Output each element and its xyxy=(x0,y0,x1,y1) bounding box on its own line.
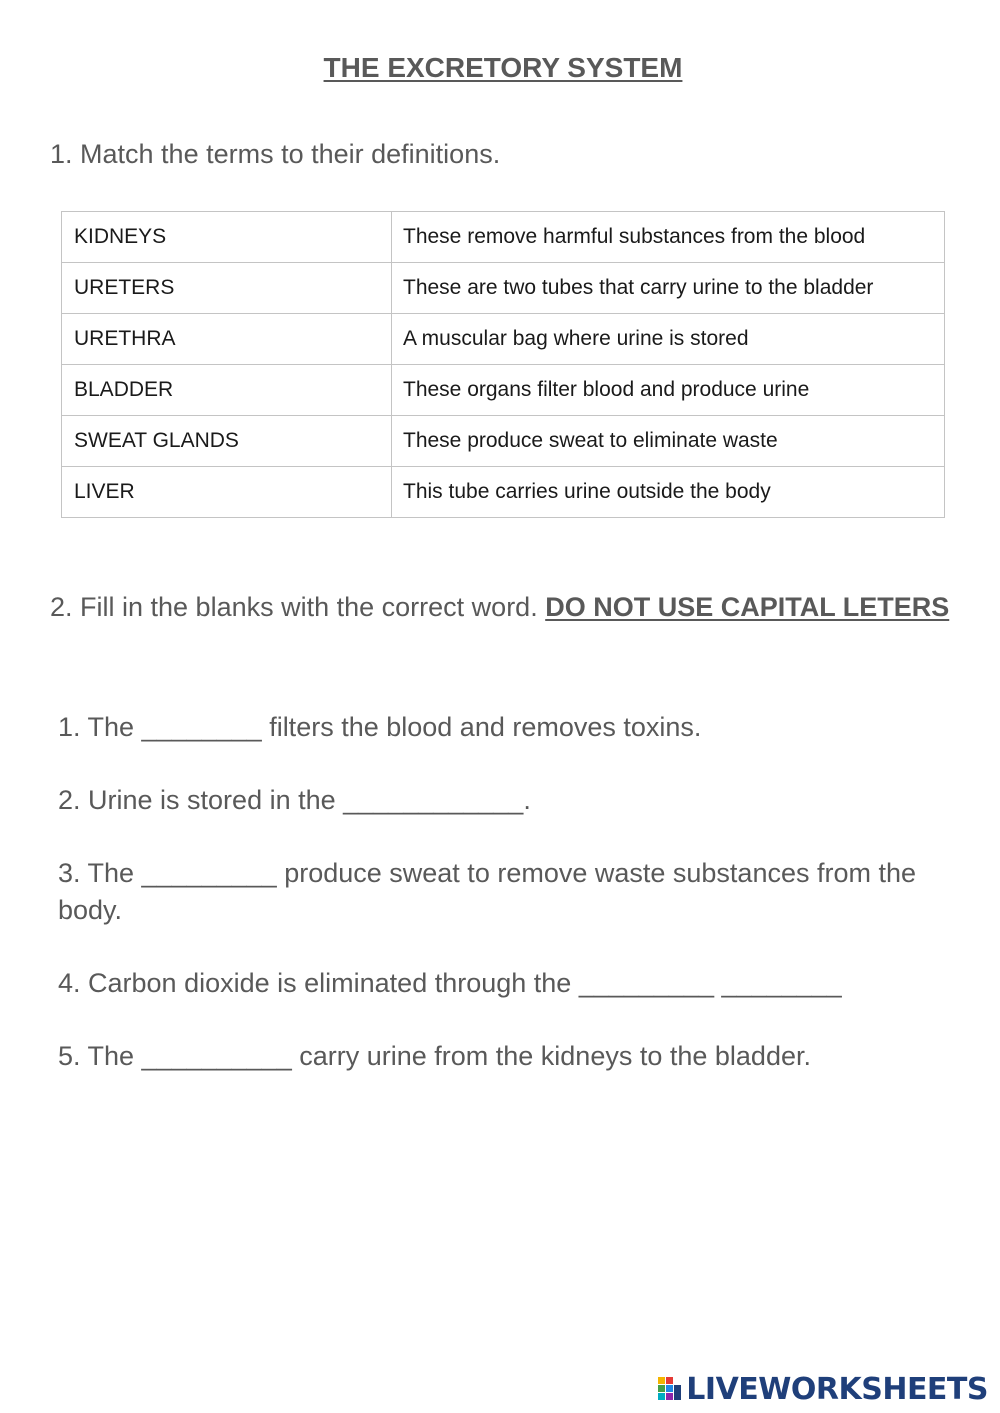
section-2-instruction: 2. Fill in the blanks with the correct word. xyxy=(50,592,546,622)
term-cell[interactable]: KIDNEYS xyxy=(62,212,392,263)
term-cell[interactable]: URETHRA xyxy=(62,314,392,365)
term-cell[interactable]: BLADDER xyxy=(62,365,392,416)
table-row xyxy=(62,467,945,518)
liveworksheets-logo xyxy=(658,1372,988,1407)
blank-question-4[interactable]: 4. Carbon dioxide is eliminated through the _________ ________ xyxy=(58,968,842,998)
term-cell[interactable]: SWEAT GLANDS xyxy=(62,416,392,467)
fill-in-blanks-list xyxy=(58,709,958,1111)
blank-question-5[interactable]: 5. The __________ carry urine from the kidneys to the bladder. xyxy=(58,1041,811,1071)
blank-question-1[interactable]: 1. The ________ filters the blood and removes toxins. xyxy=(58,712,702,742)
table-row xyxy=(62,263,945,314)
match-table xyxy=(61,211,945,518)
definition-cell[interactable]: These organs filter blood and produce urine xyxy=(392,365,945,416)
term-cell[interactable]: LIVER xyxy=(62,467,392,518)
table-row xyxy=(62,314,945,365)
definition-cell[interactable]: These produce sweat to eliminate waste xyxy=(392,416,945,467)
definition-cell[interactable]: A muscular bag where urine is stored xyxy=(392,314,945,365)
page-title: THE EXCRETORY SYSTEM xyxy=(323,52,683,83)
blank-question-2[interactable]: 2. Urine is stored in the ____________. xyxy=(58,785,531,815)
term-cell[interactable]: URETERS xyxy=(62,263,392,314)
table-row xyxy=(62,416,945,467)
section-1-heading: 1. Match the terms to their definitions. xyxy=(50,139,501,169)
capital-letters-warning: DO NOT USE CAPITAL LETERS xyxy=(545,592,950,622)
liveworksheets-logo-icon xyxy=(658,1377,682,1403)
definition-cell[interactable]: This tube carries urine outside the body xyxy=(392,467,945,518)
blank-question-3[interactable]: 3. The _________ produce sweat to remove waste substances from the body. xyxy=(58,858,917,925)
table-row xyxy=(62,365,945,416)
section-2-heading xyxy=(50,589,950,626)
table-row xyxy=(62,212,945,263)
definition-cell[interactable]: These are two tubes that carry urine to the bladder xyxy=(392,263,945,314)
definition-cell[interactable]: These remove harmful substances from the blood xyxy=(392,212,945,263)
logo-text: LIVEWORKSHEETS xyxy=(686,1372,988,1407)
